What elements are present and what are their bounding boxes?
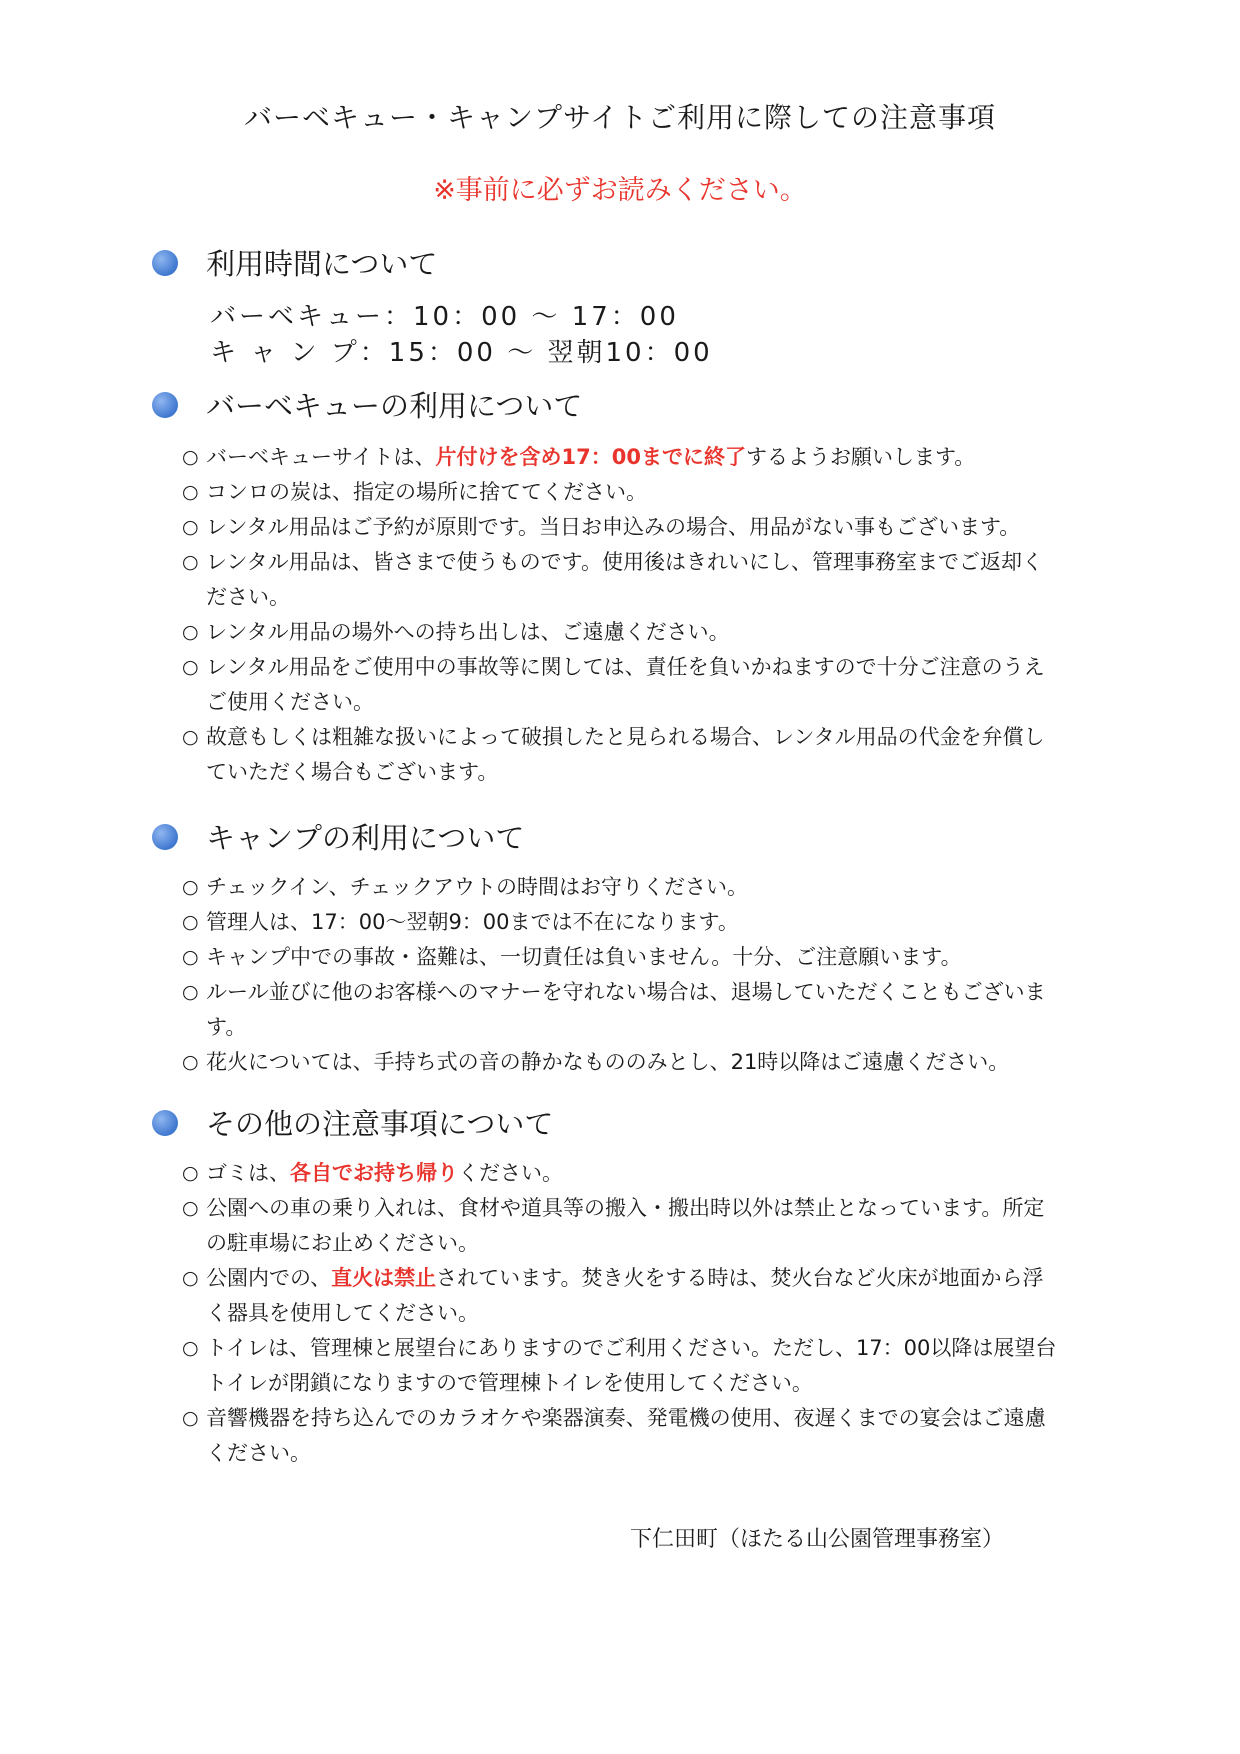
document-title: バーベキュー・キャンプサイトご利用に際しての注意事項 (243, 101, 997, 134)
blue-bullet-icon (152, 824, 178, 850)
circle-mark-icon: ○ (182, 1197, 199, 1219)
circle-mark-icon: ○ (182, 911, 199, 933)
section-heading-hours (152, 242, 437, 283)
section-heading-label: その他の注意事項について (206, 1107, 554, 1141)
list-item: ○ 故意もしくは粗雑な扱いによって破損したと見られる場合、レンタル用品の代金を弁償していただく場合もございます。 (182, 720, 1062, 790)
highlight-text: 直火は禁止 (331, 1266, 437, 1290)
blue-bullet-icon (152, 250, 178, 276)
circle-mark-icon: ○ (182, 1407, 199, 1429)
section-heading-label: キャンプの利用について (206, 821, 525, 855)
circle-mark-icon: ○ (182, 1337, 199, 1359)
circle-mark-icon: ○ (182, 1267, 199, 1289)
highlight-text: 片付けを含め17：00までに終了 (435, 445, 746, 469)
circle-mark-icon: ○ (182, 876, 199, 898)
circle-mark-icon: ○ (182, 726, 199, 748)
camp-rules-list (182, 870, 1062, 1080)
list-item: ○ レンタル用品の場外への持ち出しは、ご遠慮ください。 (182, 615, 1062, 650)
camp-hours: キ ャ ン プ：15：00 ～ 翌朝10：00 (210, 338, 713, 368)
list-item: ○ ゴミは、各自でお持ち帰りください。 (182, 1156, 1062, 1191)
list-item: ○ チェックイン、チェックアウトの時間はお守りください。 (182, 870, 1062, 905)
section-heading-other (152, 1102, 553, 1143)
list-item: ○ レンタル用品は、皆さまで使うものです。使用後はきれいにし、管理事務室までご返却ください。 (182, 545, 1062, 615)
list-item: ○ バーベキューサイトは、片付けを含め17：00までに終了するようお願いします。 (182, 440, 1062, 475)
list-item: ○ ルール並びに他のお客様へのマナーを守れない場合は、退場していただくこともございます。 (182, 975, 1062, 1045)
issuer-footer: 下仁田町（ほたる山公園管理事務室） (630, 1527, 1005, 1552)
list-item: ○ 音響機器を持ち込んでのカラオケや楽器演奏、発電機の使用、夜遅くまでの宴会はご遠慮ください。 (182, 1401, 1062, 1471)
section-heading-camp (152, 816, 524, 857)
section-heading-label: 利用時間について (206, 247, 438, 281)
circle-mark-icon: ○ (182, 1051, 199, 1073)
list-item: ○ レンタル用品をご使用中の事故等に関しては、責任を負いかねますので十分ご注意のうえご使用ください。 (182, 650, 1062, 720)
circle-mark-icon: ○ (182, 981, 199, 1003)
blue-bullet-icon (152, 392, 178, 418)
circle-mark-icon: ○ (182, 656, 199, 678)
list-item: ○ 管理人は、17：00～翌朝9：00までは不在になります。 (182, 905, 1062, 940)
highlight-text: 各自でお持ち帰り (290, 1161, 458, 1185)
list-item: ○ コンロの炭は、指定の場所に捨ててください。 (182, 475, 1062, 510)
circle-mark-icon: ○ (182, 621, 199, 643)
circle-mark-icon: ○ (182, 446, 199, 468)
circle-mark-icon: ○ (182, 481, 199, 503)
circle-mark-icon: ○ (182, 946, 199, 968)
list-item: ○ 公園への車の乗り入れは、食材や道具等の搬入・搬出時以外は禁止となっています。所定の駐車場にお止めください。 (182, 1191, 1062, 1261)
list-item: ○ 公園内での、直火は禁止されています。焚き火をする時は、焚火台など火床が地面から浮く器具を使用してください。 (182, 1261, 1062, 1331)
bbq-hours: バーベキュー：10：00 ～ 17：00 (210, 302, 679, 332)
other-rules-list (182, 1156, 1062, 1471)
list-item: ○ 花火については、手持ち式の音の静かなもののみとし、21時以降はご遠慮ください。 (182, 1045, 1062, 1080)
read-notice: ※事前に必ずお読みください。 (433, 175, 807, 206)
bbq-rules-list (182, 440, 1062, 790)
list-item: ○ トイレは、管理棟と展望台にありますのでご利用ください。ただし、17：00以降は展望台トイレが閉鎖になりますので管理棟トイレを使用してください。 (182, 1331, 1062, 1401)
section-heading-bbq (152, 384, 582, 425)
circle-mark-icon: ○ (182, 1162, 199, 1184)
list-item: ○ レンタル用品はご予約が原則です。当日お申込みの場合、用品がない事もございます。 (182, 510, 1062, 545)
circle-mark-icon: ○ (182, 516, 199, 538)
blue-bullet-icon (152, 1110, 178, 1136)
section-heading-label: バーベキューの利用について (206, 389, 583, 423)
list-item: ○ キャンプ中での事故・盗難は、一切責任は負いません。十分、ご注意願います。 (182, 940, 1062, 975)
circle-mark-icon: ○ (182, 551, 199, 573)
